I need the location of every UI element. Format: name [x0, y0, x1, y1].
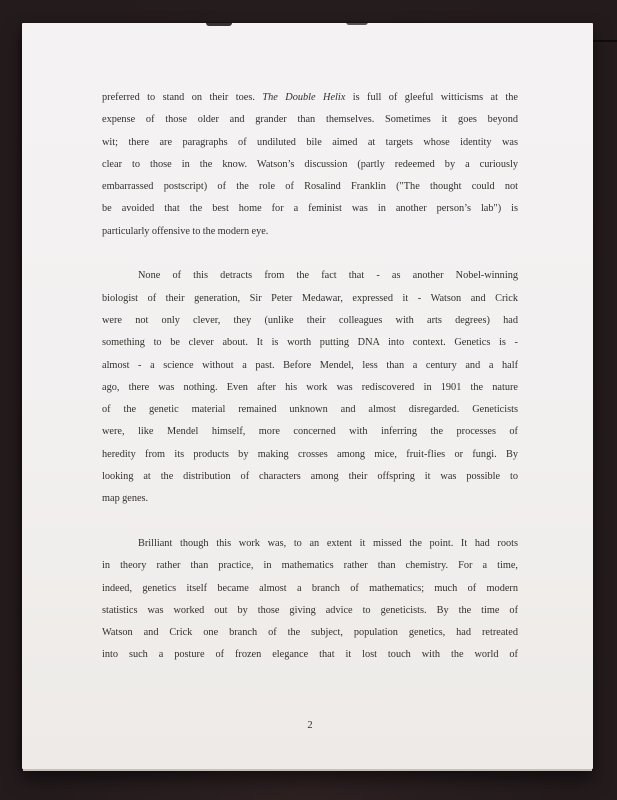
text-segment: statistics was worked out by those giving advice to geneticists. By the time of — [102, 604, 518, 616]
text-line — [102, 466, 518, 488]
text-segment: be avoided that the best home for a feminist was in another person’s lab") is — [102, 203, 518, 215]
text-segment: in theory rather than practice, in mathematics rather than chemistry. For a time, — [102, 560, 518, 572]
text-segment: map genes. — [102, 493, 149, 505]
text-line — [102, 600, 518, 622]
text-segment: almost - a science without a past. Before Mendel, less than a century and a half — [102, 359, 518, 371]
text-segment: were not only clever, they (unlike their colleagues with arts degrees) had — [102, 314, 518, 326]
text-line — [102, 355, 518, 377]
text-segment: were, like Mendel himself, more concerned with inferring the processes of — [102, 426, 518, 438]
text-segment: something to be clever about. It is worth putting DNA into context. Genetics is - — [102, 337, 518, 349]
text-segment: of the genetic material remained unknown and almost disregarded. Geneticists — [102, 404, 518, 416]
text-segment: clear to those in the know. Watson’s discussion (partly redeemed by a curiously — [102, 158, 518, 170]
text-line — [102, 221, 518, 243]
text-line — [102, 488, 518, 510]
text-line — [102, 288, 518, 310]
text-segment: into such a posture of frozen elegance that it lost touch with the world of — [102, 649, 518, 661]
text-line — [102, 310, 518, 332]
text-segment: looking at the distribution of characters among their offspring it was possible to — [102, 471, 518, 483]
text-line — [102, 154, 518, 176]
text-line — [102, 198, 518, 220]
text-segment: is full of gleeful witticisms at the — [345, 92, 518, 103]
text-line — [102, 444, 518, 466]
document-page — [22, 23, 593, 769]
text-segment: wit; there are paragraphs of undiluted bile aimed at targets whose identity was — [102, 136, 518, 148]
page-text — [102, 87, 518, 667]
paper-edge-artifact — [346, 22, 368, 25]
text-segment: ago, there was nothing. Even after his work was rediscovered in 1901 the nature — [102, 381, 518, 393]
text-line — [102, 533, 518, 555]
page-number: 2 — [307, 720, 313, 731]
text-segment: Watson and Crick one branch of the subject, population genetics, had retreated — [102, 627, 518, 639]
text-segment: heredity from its products by making crosses among mice, fruit-flies or fungi. By — [102, 448, 518, 460]
paragraph — [102, 87, 518, 243]
text-line — [102, 87, 518, 109]
text-segment: preferred to stand on their toes. — [102, 92, 263, 103]
paper-edge-artifact — [206, 22, 232, 26]
text-segment: indeed, genetics itself became almost a branch of mathematics; much of modern — [102, 582, 518, 594]
text-segment: embarrassed postscript) of the role of Rosalind Franklin ("The thought could not — [102, 181, 518, 193]
text-segment: expense of those older and grander than themselves. Sometimes it goes beyond — [102, 114, 518, 126]
text-line — [102, 555, 518, 577]
text-line — [102, 176, 518, 198]
text-segment: particularly offensive to the modern eye. — [102, 225, 269, 237]
text-segment: biologist of their generation, Sir Peter Medawar, expressed it - Watson and Crick — [102, 292, 518, 304]
text-line — [102, 622, 518, 644]
text-line — [102, 644, 518, 666]
text-line — [102, 399, 518, 421]
text-line — [102, 578, 518, 600]
text-line — [102, 265, 518, 287]
text-line — [102, 132, 518, 154]
text-line — [102, 377, 518, 399]
text-line — [102, 109, 518, 131]
backdrop-seam-line — [591, 40, 617, 42]
paragraph — [102, 265, 518, 510]
paragraph — [102, 533, 518, 667]
text-segment: Brilliant though this work was, to an extent it missed the point. It had roots — [138, 537, 518, 549]
text-line — [102, 421, 518, 443]
text-line — [102, 332, 518, 354]
book-title-italic: The Double Helix — [262, 92, 346, 103]
text-segment: None of this detracts from the fact that - as another Nobel-winning — [138, 270, 518, 282]
